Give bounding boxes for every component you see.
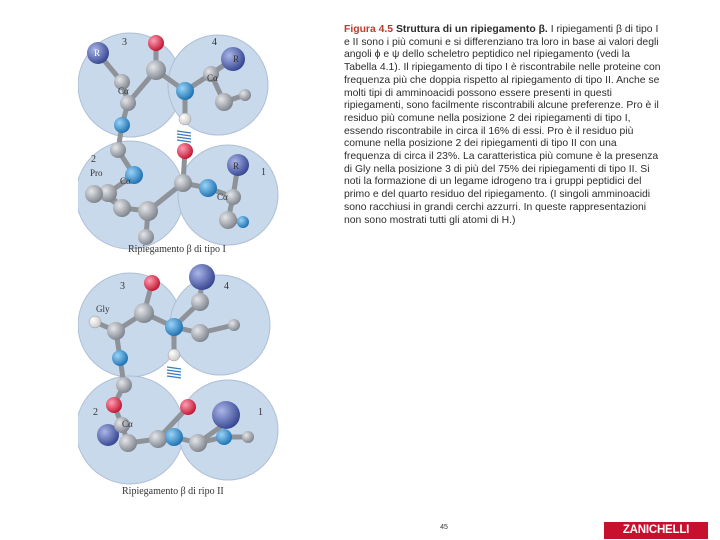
carbon-atom	[85, 185, 103, 203]
type-ii-turn	[78, 264, 278, 497]
nitrogen-atom	[114, 117, 130, 133]
publisher-logo: ZANICHELLI	[604, 522, 708, 539]
carbon-atom	[107, 322, 125, 340]
residue-sphere-1	[178, 380, 278, 480]
carbon-atom	[191, 293, 209, 311]
carbon-atom	[215, 93, 233, 111]
residue-number-1: 1	[258, 407, 263, 418]
ca-label-3: Cα	[118, 86, 129, 96]
hydrogen-bond	[167, 367, 181, 378]
hydrogen-atom	[179, 113, 191, 125]
oxygen-atom	[148, 35, 164, 51]
carbon-atom	[134, 303, 154, 323]
nitrogen-atom	[165, 428, 183, 446]
r-group-atom	[189, 264, 215, 290]
nitrogen-atom	[216, 429, 232, 445]
caption-text: I ripiegamenti β di tipo I e II sono i più comuni e si differenziano tra loro in base ai valori degli angoli ϕ e ψ dello scheletro peptidico nel ripiegamento (vedi la Tabella 4.1). Il ripiegamento di tipo I è riscontrabile nelle proteine con frequenza più che doppia rispetto al ripiegamento di tipo II. Anche se molti tipi di amminoacidi possono essere presenti in questi ripiegamenti, sono facilmente riscontrabili alcune preferenze. Pro è il residuo più comune nella posizione 2 dei ripiegamenti di tipo I, essendo riscontrabile in circa il 16% di essi. Pro è il residuo più comune nella posizione 2 dei ripiegamenti di tipo II con una frequenza di circa il 23%. La caratteristica più comune è la presenza di Gly nella posizione 3 di più del 75% dei ripiegamenti di tipo II. Si noti la formazione di un legame idrogeno tra i gruppi peptidici del primo e del quarto residuo del ripiegamento. (I singoli amminoacidi sono racchiusi in grandi cerchi azzurri. In queste rappresentazioni non sono mostrati tutti gli atomi di H.)	[344, 24, 661, 226]
hydrogen-atom	[168, 349, 180, 361]
residue-number-2: 2	[93, 407, 98, 418]
nitrogen-atom	[199, 179, 217, 197]
beta-turn-figure	[78, 25, 326, 505]
pro-label: Pro	[90, 168, 103, 178]
ca-label: Cα	[122, 419, 133, 429]
oxygen-atom	[144, 275, 160, 291]
oxygen-atom	[180, 399, 196, 415]
ca-label-1: Cα	[217, 192, 228, 202]
nitrogen-atom	[237, 216, 249, 228]
carbon-atom	[149, 430, 167, 448]
r-label-4: R	[233, 54, 240, 64]
hydrogen-bond	[177, 131, 191, 142]
page-number: 45	[440, 524, 448, 531]
carbon-atom	[138, 229, 154, 245]
nitrogen-atom	[165, 318, 183, 336]
carbon-atom	[138, 201, 158, 221]
carbon-atom	[116, 377, 132, 393]
ca-label-2: Cα	[120, 176, 131, 186]
carbon-atom	[189, 434, 207, 452]
carbon-atom	[239, 89, 251, 101]
carbon-atom	[219, 211, 237, 229]
carbon-atom	[113, 199, 131, 217]
nitrogen-atom	[176, 82, 194, 100]
carbon-atom	[174, 174, 192, 192]
carbon-atom	[110, 142, 126, 158]
type-i-title: Ripiegamento β di tipo I	[128, 244, 226, 255]
figure-caption	[344, 24, 664, 227]
carbon-atom	[119, 434, 137, 452]
hydrogen-atom	[89, 316, 101, 328]
residue-sphere-4	[170, 275, 270, 375]
residue-number-4: 4	[212, 37, 217, 48]
caption-title: Struttura di un ripiegamento β.	[395, 24, 548, 35]
residue-number-1: 1	[261, 167, 266, 178]
carbon-atom	[228, 319, 240, 331]
gly-label: Gly	[96, 304, 110, 314]
carbon-atom	[191, 324, 209, 342]
r-group-atom	[212, 401, 240, 429]
r-label-3: R	[94, 48, 101, 58]
nitrogen-atom	[112, 350, 128, 366]
ca-label-4: Cα	[207, 73, 218, 83]
residue-number-2: 2	[91, 154, 96, 165]
r-label-1: R	[233, 161, 240, 171]
type-i-turn	[78, 33, 278, 255]
carbon-atom	[242, 431, 254, 443]
residue-number-3: 3	[120, 281, 125, 292]
oxygen-atom	[177, 143, 193, 159]
oxygen-atom	[106, 397, 122, 413]
residue-number-3: 3	[122, 37, 127, 48]
carbon-atom	[120, 95, 136, 111]
carbon-atom	[146, 60, 166, 80]
residue-number-4: 4	[224, 281, 229, 292]
type-ii-title: Ripiegamento β di ripo II	[122, 486, 224, 497]
caption-label: Figura 4.5	[344, 24, 394, 35]
